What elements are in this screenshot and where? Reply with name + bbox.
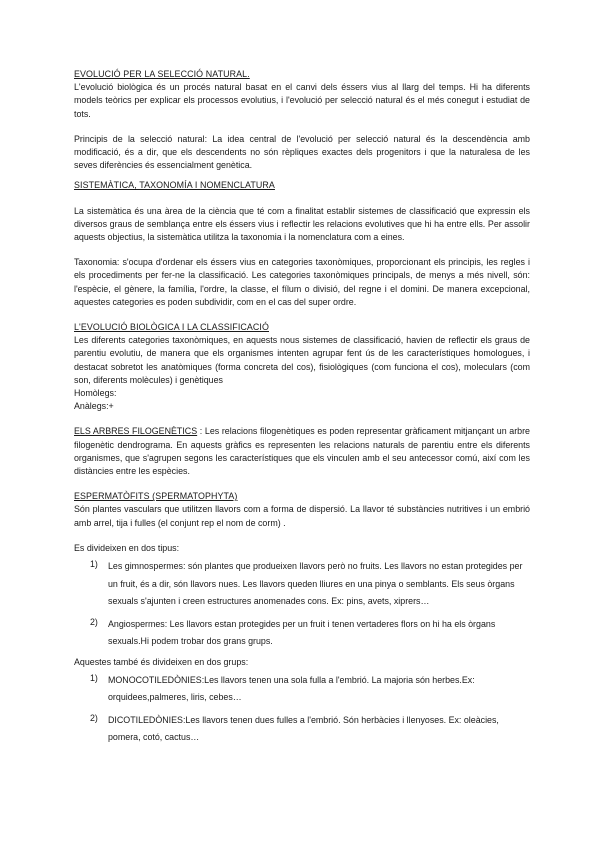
line-analogs: Anàlegs:+ <box>74 401 114 412</box>
list-number: 1) <box>90 559 98 570</box>
list-angiosperm-groups <box>74 672 530 747</box>
section-heading-systematics: SISTEMÀTICA, TAXONOMÍA I NOMENCLATURA <box>74 180 275 191</box>
line-homologs: Homòlegs: <box>74 388 117 399</box>
section-heading-natural-selection: EVOLUCIÓ PER LA SELECCIÓ NATURAL. <box>74 69 250 79</box>
list-item <box>74 712 530 747</box>
list-number: 1) <box>90 672 98 683</box>
list-item <box>74 616 530 651</box>
list-item-text: MONOCOTILEDÒNIES:Les llavors tenen una sola fulla a l'embrió. La majoria són herbes.Ex: orquidees,palmeres, liris, cebes… <box>108 674 475 703</box>
paragraph-taxonomy: Taxonomia: s'ocupa d'ordenar els éssers vius en categories taxonòmiques, proporcionant els principis, les regles i els procediments per fer-ne la classificació. Les categories taxonòmiques principals, de menys a més nivell, són: l'espècie, el gènere, la família, l'ordre, la classe, el fílum o divisió, del regne i el domini. De manera excepcional, aquestes categories es poden subdividir, com en el cas del super ordre. <box>74 257 530 307</box>
list-number: 2) <box>90 712 98 723</box>
list-plant-types <box>74 558 530 651</box>
paragraph-biological-evolution: L'evolució biològica és un procés natural basat en el canvi dels éssers vius al llarg del temps. Hi ha diferents models teòrics per explicar els processos evolutius, i l'evolució per selecció natural és el més conegut i estudiat de tots. <box>74 82 530 119</box>
section-heading-evolution-classification: L'EVOLUCIÓ BIOLÒGICA I LA CLASSIFICACIÓ <box>74 322 269 333</box>
paragraph-taxonomic-categories: Les diferents categories taxonòmiques, en aquests nous sistemes de classificació, havien de reflectir els graus de parentiu evolutiu, de manera que els organismes intenten agrupar fent ús de les característiques homologues, i destacat sobretot les anatòmiques (forma concreta del cos), fisiològiques (com funciona el cos), moleculars (com son, diferents molècules) i genètiques <box>74 335 530 385</box>
list-item-text: Les gimnospermes: són plantes que produeixen llavors però no fruits. Les llavors no estan protegides per un fruit, és a dir, són llavors nues. Les llavors queden lliures en una pinya o semblants. Els seus òrgans sexuals s'ajunten i creen estructures anomenades cons. Ex: pins, avets, xiprers… <box>108 561 523 607</box>
list-number: 2) <box>90 616 98 627</box>
paragraph-principles-natural-selection: Principis de la selecció natural: La idea central de l'evolució per selecció natural és la descendència amb modificació, és a dir, que els descendents no són rèpliques exactes dels progenitors i que la naturalesa de les seves diferències és essencialment genètica. <box>74 133 530 171</box>
intro-two-types: Es divideixen en dos tipus: <box>74 542 180 553</box>
list-item <box>74 672 530 707</box>
list-item-text: Angiospermes: Les llavors estan protegides per un fruit i tenen vertaderes flors on hi ha els òrgans sexuals.Hi podem trobar dos grans grups. <box>108 618 496 647</box>
section-heading-spermatophyta: ESPERMATÒFITS (SPERMATOPHYTA) <box>74 491 238 502</box>
list-item-text: DICOTILEDÒNIES:Les llavors tenen dues fulles a l'embrió. Són herbàcies i llenyoses. Ex: oleàcies, pomera, cotó, cactus… <box>108 714 499 743</box>
paragraph-phylogenetic-trees <box>74 425 530 478</box>
paragraph-systematics: La sistemàtica és una àrea de la ciència que té com a finalitat establir sistemes de classificació que expressin els diversos graus de semblança entre els éssers vius i reflectir les relacions evolutives que hi ha entre ells. Per assolir aquests objectius, la sistemàtica utilitza la taxonomia i la nomenclatura com a eines. <box>74 205 530 243</box>
intro-two-groups: Aquestes també és divideixen en dos grups: <box>74 656 249 667</box>
phylogenetic-trees-text: : Les relacions filogenètiques es poden representar gràficament mitjançant un arbre filogenètic dendrograma. En aquests gràfics es representen les relacions naturals de parentiu entre els diferents organismes, que s'agrupen segons les característiques que els vinculen amb el seu antecessor comú, així com les distàncies entre les espècies. <box>74 426 530 477</box>
section-heading-phylogenetic-trees: ELS ARBRES FILOGENÈTICS <box>74 426 198 437</box>
list-item <box>74 558 530 611</box>
paragraph-spermatophyta: Són plantes vasculars que utilitzen llavors com a forma de dispersió. La llavor té substàncies nutritives i un embrió amb arrel, tija i fulles (el conjunt rep el nom de corm) . <box>74 504 530 528</box>
